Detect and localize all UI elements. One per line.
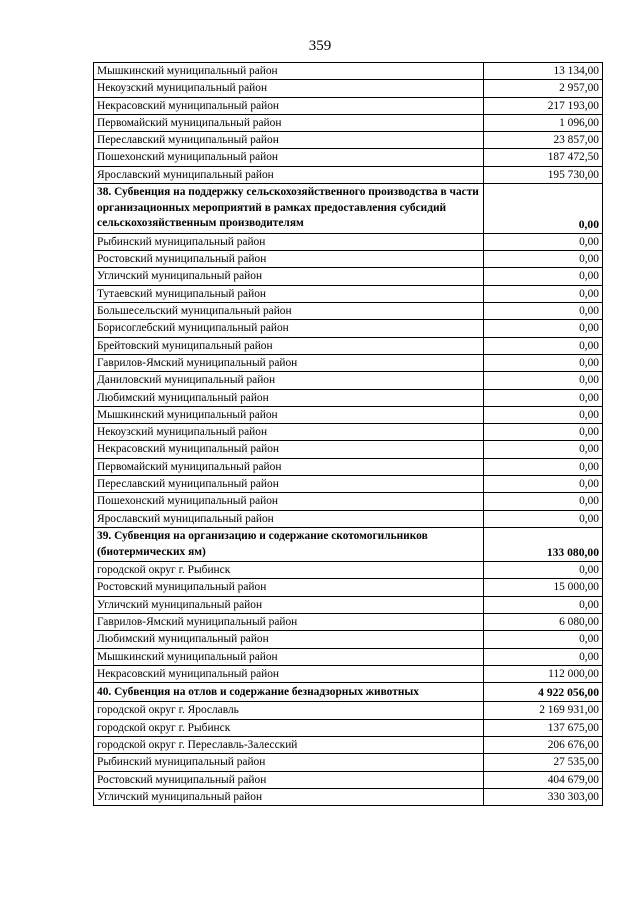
table-row <box>94 579 603 596</box>
recipient-name-cell: Некрасовский муниципальный район <box>94 665 484 682</box>
table-row <box>94 389 603 406</box>
amount-cell: 0,00 <box>484 562 603 579</box>
amount-cell: 0,00 <box>484 320 603 337</box>
table-row <box>94 771 603 788</box>
table-row <box>94 149 603 166</box>
table-row <box>94 337 603 354</box>
amount-cell: 15 000,00 <box>484 579 603 596</box>
table-row <box>94 562 603 579</box>
table-row <box>94 132 603 149</box>
table-row <box>94 648 603 665</box>
amount-cell: 6 080,00 <box>484 613 603 630</box>
amount-cell: 217 193,00 <box>484 97 603 114</box>
amount-cell: 0,00 <box>484 251 603 268</box>
table-row <box>94 510 603 527</box>
section-header-row <box>94 683 603 702</box>
amount-cell: 13 134,00 <box>484 63 603 80</box>
amount-cell: 404 679,00 <box>484 771 603 788</box>
table-row <box>94 719 603 736</box>
section-title-cell: 38. Субвенция на поддержку сельскохозяйственного производства в части организационных мероприятий в рамках предоставления субсидий сельскохозяйственным производителям <box>94 184 484 234</box>
table-row <box>94 631 603 648</box>
table-row <box>94 754 603 771</box>
recipient-name-cell: Некоузский муниципальный район <box>94 424 484 441</box>
table-row <box>94 665 603 682</box>
recipient-name-cell: городской округ г. Переславль-Залесский <box>94 737 484 754</box>
amount-cell: 206 676,00 <box>484 737 603 754</box>
table-row <box>94 596 603 613</box>
table-row <box>94 354 603 371</box>
amount-cell: 2 957,00 <box>484 80 603 97</box>
amount-cell: 0,00 <box>484 476 603 493</box>
table-row <box>94 406 603 423</box>
amount-cell: 0,00 <box>484 285 603 302</box>
amount-cell: 187 472,50 <box>484 149 603 166</box>
amount-cell: 195 730,00 <box>484 166 603 183</box>
amount-cell: 0,00 <box>484 354 603 371</box>
table-row <box>94 320 603 337</box>
recipient-name-cell: Некрасовский муниципальный район <box>94 97 484 114</box>
amount-cell: 0,00 <box>484 372 603 389</box>
recipient-name-cell: городской округ г. Рыбинск <box>94 562 484 579</box>
amount-cell: 0,00 <box>484 233 603 250</box>
table-row <box>94 114 603 131</box>
amount-cell: 0,00 <box>484 406 603 423</box>
table-row <box>94 251 603 268</box>
recipient-name-cell: Угличский муниципальный район <box>94 268 484 285</box>
amount-cell: 0,00 <box>484 458 603 475</box>
recipient-name-cell: Даниловский муниципальный район <box>94 372 484 389</box>
table-row <box>94 788 603 805</box>
amount-cell: 0,00 <box>484 389 603 406</box>
recipient-name-cell: Первомайский муниципальный район <box>94 114 484 131</box>
section-header-row <box>94 527 603 561</box>
table-row <box>94 166 603 183</box>
amount-cell: 0,00 <box>484 441 603 458</box>
recipient-name-cell: Переславский муниципальный район <box>94 476 484 493</box>
recipient-name-cell: Гаврилов-Ямский муниципальный район <box>94 613 484 630</box>
section-total-cell: 133 080,00 <box>484 527 603 561</box>
table-row <box>94 233 603 250</box>
table-row <box>94 97 603 114</box>
table-row <box>94 476 603 493</box>
recipient-name-cell: городской округ г. Рыбинск <box>94 719 484 736</box>
recipient-name-cell: Рыбинский муниципальный район <box>94 754 484 771</box>
amount-cell: 112 000,00 <box>484 665 603 682</box>
table-row <box>94 80 603 97</box>
table-row <box>94 63 603 80</box>
table-row <box>94 285 603 302</box>
recipient-name-cell: Первомайский муниципальный район <box>94 458 484 475</box>
section-header-row <box>94 184 603 234</box>
table-row <box>94 613 603 630</box>
recipient-name-cell: Пошехонский муниципальный район <box>94 149 484 166</box>
section-title-cell: 40. Субвенция на отлов и содержание безнадзорных животных <box>94 683 484 702</box>
page-number: 359 <box>308 38 332 54</box>
recipient-name-cell: Мышкинский муниципальный район <box>94 63 484 80</box>
budget-table <box>93 62 603 806</box>
recipient-name-cell: городской округ г. Ярославль <box>94 702 484 719</box>
recipient-name-cell: Любимский муниципальный район <box>94 389 484 406</box>
amount-cell: 0,00 <box>484 337 603 354</box>
amount-cell: 0,00 <box>484 631 603 648</box>
amount-cell: 0,00 <box>484 596 603 613</box>
recipient-name-cell: Гаврилов-Ямский муниципальный район <box>94 354 484 371</box>
table-row <box>94 424 603 441</box>
recipient-name-cell: Мышкинский муниципальный район <box>94 406 484 423</box>
recipient-name-cell: Ростовский муниципальный район <box>94 579 484 596</box>
table-row <box>94 372 603 389</box>
section-total-cell: 4 922 056,00 <box>484 683 603 702</box>
amount-cell: 0,00 <box>484 303 603 320</box>
recipient-name-cell: Пошехонский муниципальный район <box>94 493 484 510</box>
recipient-name-cell: Тутаевский муниципальный район <box>94 285 484 302</box>
recipient-name-cell: Переславский муниципальный район <box>94 132 484 149</box>
recipient-name-cell: Большесельский муниципальный район <box>94 303 484 320</box>
table-row <box>94 268 603 285</box>
recipient-name-cell: Любимский муниципальный район <box>94 631 484 648</box>
amount-cell: 330 303,00 <box>484 788 603 805</box>
amount-cell: 1 096,00 <box>484 114 603 131</box>
table-row <box>94 441 603 458</box>
table-row <box>94 458 603 475</box>
recipient-name-cell: Некрасовский муниципальный район <box>94 441 484 458</box>
recipient-name-cell: Угличский муниципальный район <box>94 596 484 613</box>
amount-cell: 0,00 <box>484 268 603 285</box>
recipient-name-cell: Ростовский муниципальный район <box>94 771 484 788</box>
recipient-name-cell: Борисоглебский муниципальный район <box>94 320 484 337</box>
table-row <box>94 493 603 510</box>
section-title-cell: 39. Субвенция на организацию и содержание скотомогильников (биотермических ям) <box>94 527 484 561</box>
recipient-name-cell: Угличский муниципальный район <box>94 788 484 805</box>
table-row <box>94 737 603 754</box>
recipient-name-cell: Брейтовский муниципальный район <box>94 337 484 354</box>
recipient-name-cell: Ярославский муниципальный район <box>94 510 484 527</box>
budget-table-body <box>94 63 603 806</box>
amount-cell: 0,00 <box>484 510 603 527</box>
amount-cell: 23 857,00 <box>484 132 603 149</box>
recipient-name-cell: Некоузский муниципальный район <box>94 80 484 97</box>
recipient-name-cell: Ярославский муниципальный район <box>94 166 484 183</box>
recipient-name-cell: Рыбинский муниципальный район <box>94 233 484 250</box>
amount-cell: 0,00 <box>484 648 603 665</box>
recipient-name-cell: Мышкинский муниципальный район <box>94 648 484 665</box>
table-row <box>94 702 603 719</box>
amount-cell: 0,00 <box>484 493 603 510</box>
amount-cell: 27 535,00 <box>484 754 603 771</box>
recipient-name-cell: Ростовский муниципальный район <box>94 251 484 268</box>
amount-cell: 137 675,00 <box>484 719 603 736</box>
section-total-cell: 0,00 <box>484 184 603 234</box>
amount-cell: 2 169 931,00 <box>484 702 603 719</box>
table-row <box>94 303 603 320</box>
amount-cell: 0,00 <box>484 424 603 441</box>
